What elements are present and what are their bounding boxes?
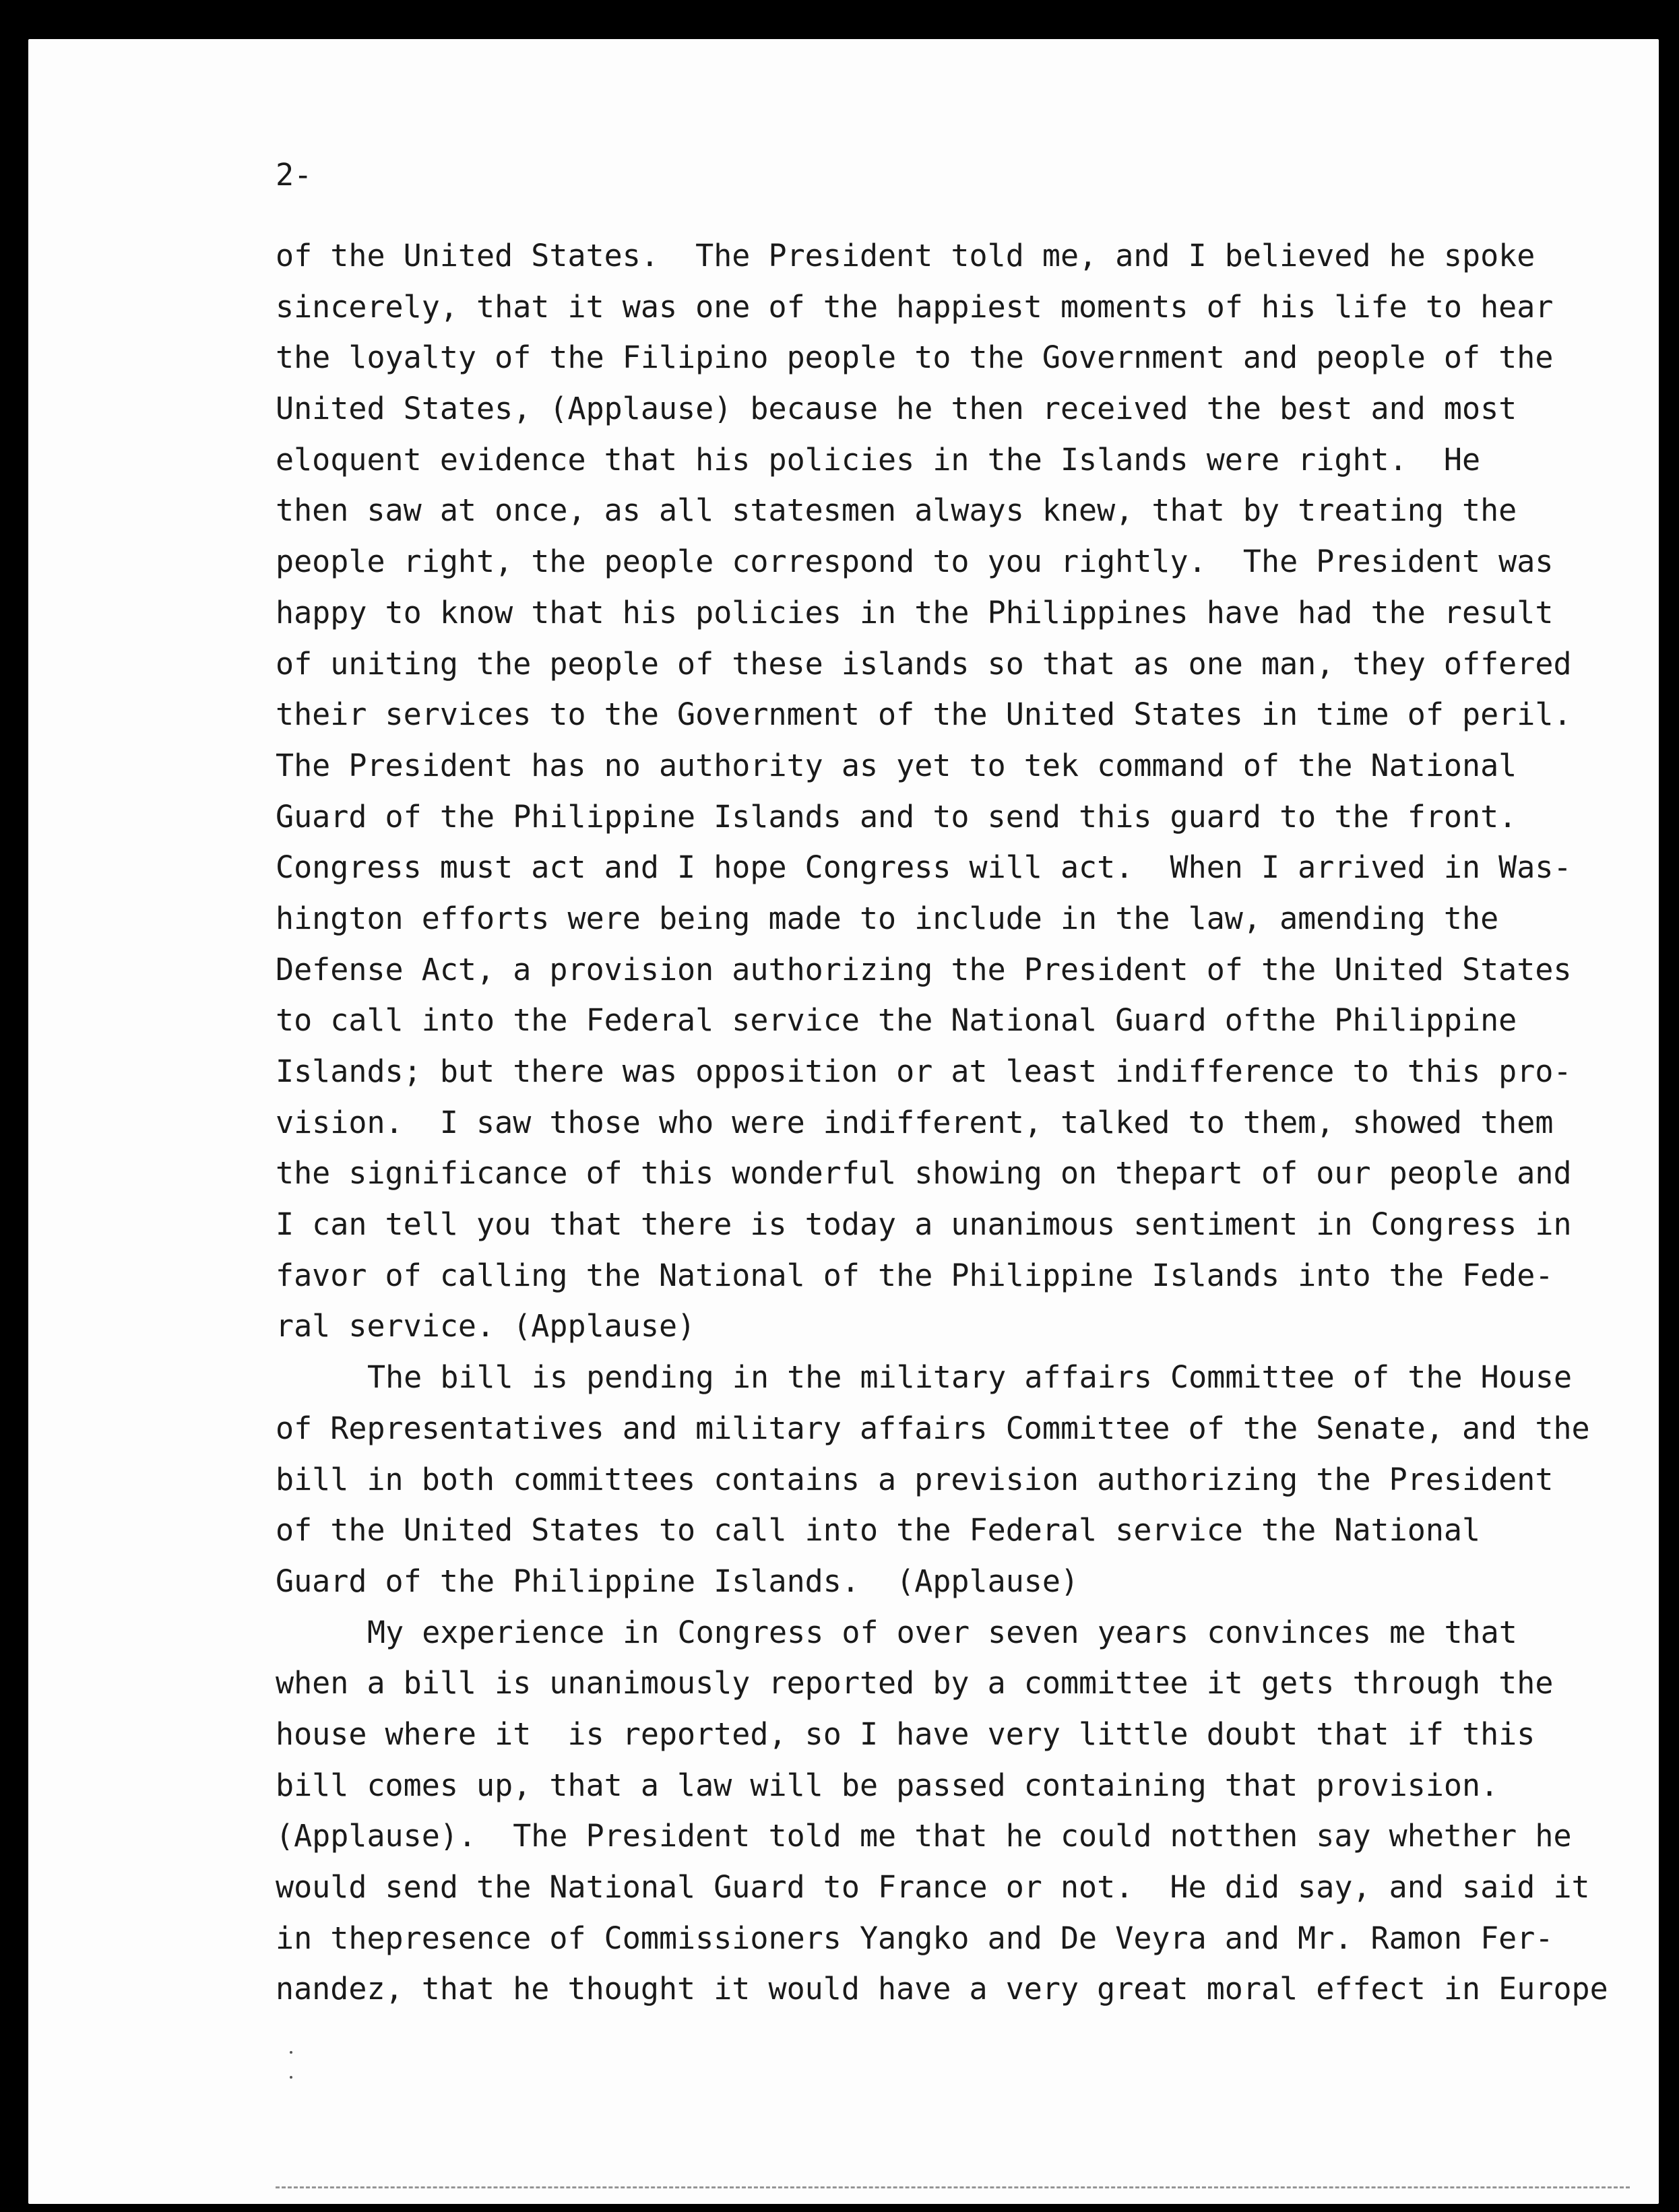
- text-line: house where it is reported, so I have very little doubt that if this: [276, 1716, 1535, 1752]
- margin-speck: [290, 2076, 292, 2079]
- body-text: [276, 230, 1608, 2015]
- text-line: sincerely, that it was one of the happiest moments of his life to hear: [276, 288, 1554, 325]
- text-line: vision. I saw those who were indifferent, talked to them, showed them: [276, 1104, 1554, 1140]
- text-line: (Applause). The President told me that he could notthen say whether he: [276, 1818, 1572, 1854]
- text-line: their services to the Government of the United States in time of peril.: [276, 696, 1572, 733]
- text-line: favor of calling the National of the Philippine Islands into the Fede-: [276, 1257, 1554, 1293]
- text-line: hington efforts were being made to include in the law, amending the: [276, 900, 1499, 936]
- page-number: 2-: [276, 157, 313, 193]
- text-line: of the United States. The President told me, and I believed he spoke: [276, 238, 1535, 273]
- text-line: Guard of the Philippine Islands. (Applause): [276, 1563, 1079, 1599]
- bottom-rule: [276, 2186, 1630, 2192]
- paragraph-first-line: The bill is pending in the military affairs Committee of the House: [367, 1359, 1573, 1396]
- text-line: would send the National Guard to France or not. He did say, and said it: [276, 1869, 1590, 1905]
- text-line: then saw at once, as all statesmen always knew, that by treating the: [276, 492, 1517, 529]
- paragraph-first-line: My experience in Congress of over seven years convinces me that: [367, 1614, 1517, 1650]
- text-line: of Representatives and military affairs Committee of the Senate, and the: [276, 1410, 1590, 1446]
- text-line: The President has no authority as yet to tek command of the National: [276, 747, 1517, 783]
- text-line: the significance of this wonderful showing on thepart of our people and: [276, 1155, 1572, 1192]
- text-line: the loyalty of the Filipino people to the Government and people of the: [276, 339, 1554, 376]
- text-line: Defense Act, a provision authorizing the President of the United States: [276, 951, 1572, 987]
- text-line: of uniting the people of these islands so that as one man, they offered: [276, 645, 1572, 682]
- text-line: ral service. (Applause): [276, 1308, 696, 1344]
- text-line: in thepresence of Commissioners Yangko and De Veyra and Mr. Ramon Fer-: [276, 1920, 1554, 1956]
- text-line: United States, (Applause) because he then received the best and most: [276, 391, 1517, 427]
- text-line: Islands; but there was opposition or at least indifference to this pro-: [276, 1053, 1572, 1089]
- text-line: eloquent evidence that his policies in the Islands were right. He: [276, 441, 1481, 478]
- text-line: Congress must act and I hope Congress will act. When I arrived in Was-: [276, 849, 1572, 886]
- margin-speck: [290, 2051, 292, 2054]
- text-line: to call into the Federal service the National Guard ofthe Philippine: [276, 1002, 1517, 1039]
- text-line: nandez, that he thought it would have a very great moral effect in Europe: [276, 1971, 1608, 2007]
- text-line: I can tell you that there is today a unanimous sentiment in Congress in: [276, 1206, 1572, 1243]
- text-line: of the United States to call into the Federal service the National: [276, 1512, 1481, 1549]
- text-line: bill comes up, that a law will be passed containing that provision.: [276, 1767, 1499, 1803]
- text-line: when a bill is unanimously reported by a committee it gets through the: [276, 1665, 1554, 1701]
- text-line: Guard of the Philippine Islands and to send this guard to the front.: [276, 798, 1517, 835]
- text-line: bill in both committees contains a prevision authorizing the President: [276, 1461, 1554, 1497]
- text-line: people right, the people correspond to you rightly. The President was: [276, 544, 1554, 580]
- text-line: happy to know that his policies in the Philippines have had the result: [276, 594, 1554, 630]
